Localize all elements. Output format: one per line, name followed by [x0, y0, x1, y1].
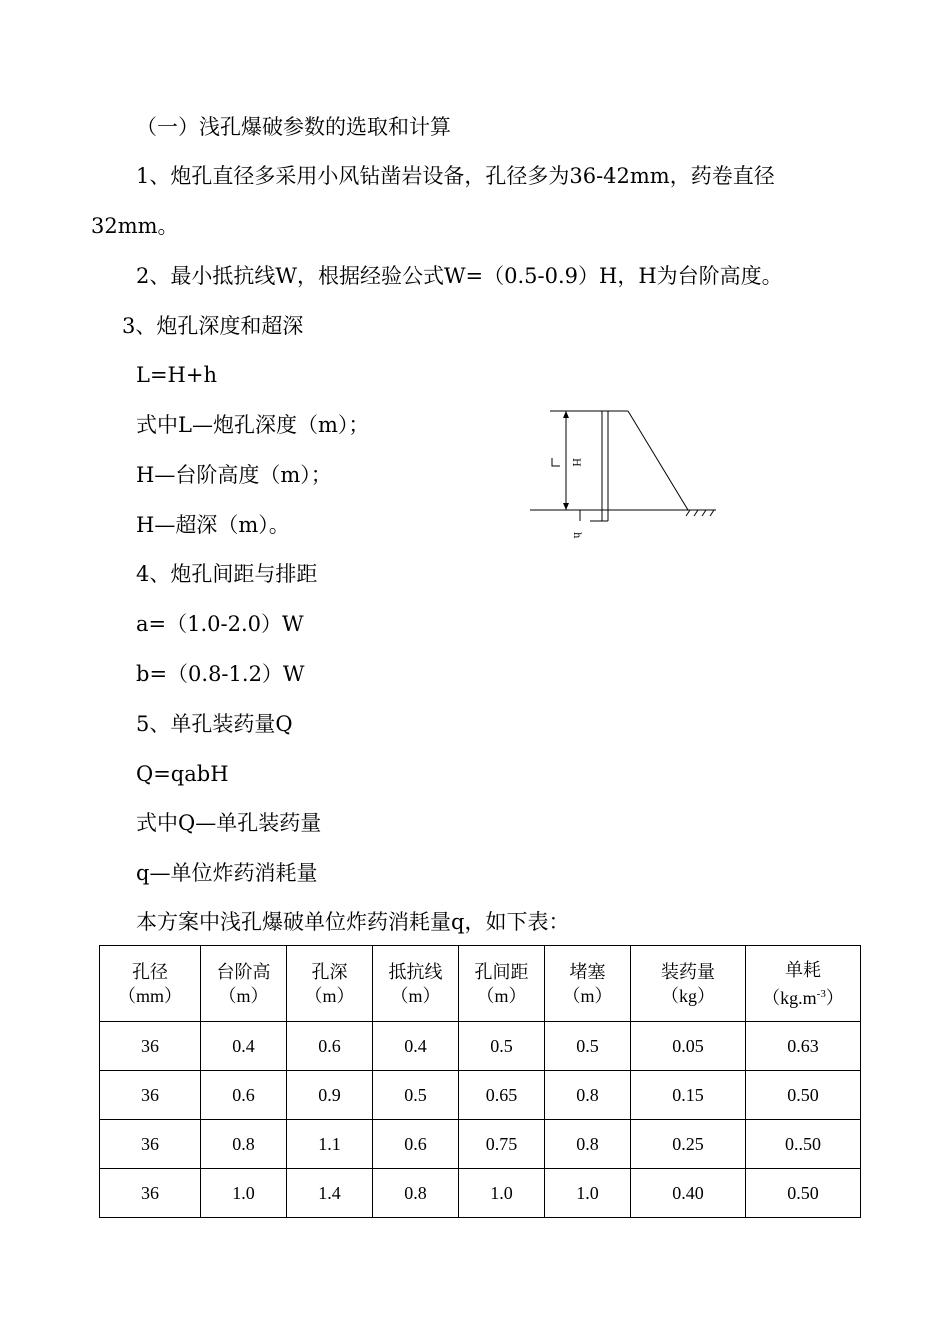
- cell-hole-spacing: 1.0: [459, 1169, 545, 1218]
- cell-hole-spacing: 0.75: [459, 1120, 545, 1169]
- cell-unit-consumption: 0.63: [746, 1022, 861, 1071]
- ground-hatch-4: [710, 510, 714, 516]
- cell-hole-depth: 1.4: [287, 1169, 373, 1218]
- cell-bench-height: 0.4: [201, 1022, 287, 1071]
- formula-definition-h: H—超深（m）。: [136, 513, 290, 537]
- cell-hole-diameter: 36: [100, 1071, 201, 1120]
- paragraph-1: 1、炮孔直径多采用小风钻凿岩设备，孔径多为36-42mm，药卷直径: [136, 164, 775, 188]
- arrow-H-bottom: [563, 503, 569, 510]
- cell-burden: 0.8: [373, 1169, 459, 1218]
- cell-hole-diameter: 36: [100, 1169, 201, 1218]
- formula-charge: Q=qabH: [136, 762, 229, 786]
- header-charge-amount: 装药量 （kg）: [631, 946, 746, 1022]
- formula-row-spacing: b=（0.8-1.2）W: [136, 662, 305, 686]
- label-h: h: [571, 532, 582, 539]
- cell-hole-diameter: 36: [100, 1022, 201, 1071]
- cell-unit-consumption: 0.50: [746, 1071, 861, 1120]
- paragraph-4: 4、炮孔间距与排距: [136, 562, 318, 586]
- table-row: [100, 1071, 861, 1120]
- cell-hole-depth: 0.6: [287, 1022, 373, 1071]
- cell-bench-height: 0.8: [201, 1120, 287, 1169]
- formula-definition-H: H—台阶高度（m）；: [136, 463, 332, 487]
- cell-hole-spacing: 0.65: [459, 1071, 545, 1120]
- paragraph-3: 3、炮孔深度和超深: [122, 314, 304, 338]
- cell-burden: 0.4: [373, 1022, 459, 1071]
- header-hole-diameter: 孔径 （mm）: [100, 946, 201, 1022]
- ground-hatch-1: [686, 510, 690, 516]
- paragraph-5: 5、单孔装药量Q: [136, 712, 293, 736]
- section-title: （一）浅孔爆破参数的选取和计算: [136, 115, 451, 139]
- cell-stemming: 1.0: [545, 1169, 631, 1218]
- ground-hatch-3: [702, 510, 706, 516]
- cell-charge-amount: 0.25: [631, 1120, 746, 1169]
- header-stemming: 堵塞 （m）: [545, 946, 631, 1022]
- arrow-H-top: [563, 411, 569, 418]
- paragraph-1-continued: 32mm。: [91, 214, 179, 238]
- formula-definition-q-total: 式中Q—单孔装药量: [136, 811, 322, 835]
- cell-bench-height: 1.0: [201, 1169, 287, 1218]
- formula-hole-depth: L=H+h: [136, 363, 217, 387]
- table-row: [100, 1022, 861, 1071]
- formula-definition-l: 式中L—炮孔深度（m）；: [136, 413, 370, 437]
- table-row: [100, 1120, 861, 1169]
- bench-blasting-diagram: [520, 400, 730, 545]
- cell-charge-amount: 0.40: [631, 1169, 746, 1218]
- table-header-row: [100, 946, 861, 1022]
- header-unit-consumption: 单耗 $(kg.m^{-3})$: [746, 946, 861, 1022]
- cell-stemming: 0.8: [545, 1120, 631, 1169]
- cell-hole-spacing: 0.5: [459, 1022, 545, 1071]
- blasting-parameter-table: [99, 945, 861, 1218]
- cell-hole-depth: 1.1: [287, 1120, 373, 1169]
- formula-definition-q-unit: q—单位炸药消耗量: [136, 861, 318, 885]
- cell-unit-consumption: 0.50: [746, 1169, 861, 1218]
- cell-burden: 0.6: [373, 1120, 459, 1169]
- table-row: [100, 1169, 861, 1218]
- label-H: H: [570, 458, 581, 467]
- cell-charge-amount: 0.15: [631, 1071, 746, 1120]
- cell-hole-depth: 0.9: [287, 1071, 373, 1120]
- cell-burden: 0.5: [373, 1071, 459, 1120]
- ground-hatch-2: [694, 510, 698, 516]
- cell-unit-consumption: 0..50: [746, 1120, 861, 1169]
- cell-bench-height: 0.6: [201, 1071, 287, 1120]
- cell-stemming: 0.8: [545, 1071, 631, 1120]
- cell-hole-diameter: 36: [100, 1120, 201, 1169]
- bench-slope: [628, 411, 688, 510]
- header-bench-height: 台阶高 （m）: [201, 946, 287, 1022]
- header-hole-depth: 孔深 （m）: [287, 946, 373, 1022]
- axis-marker: [552, 458, 560, 466]
- header-hole-spacing: 孔间距 （m）: [459, 946, 545, 1022]
- header-burden: 抵抗线 （m）: [373, 946, 459, 1022]
- cell-stemming: 0.5: [545, 1022, 631, 1071]
- table-intro: 本方案中浅孔爆破单位炸药消耗量q，如下表：: [136, 910, 570, 934]
- paragraph-2: 2、最小抵抗线W，根据经验公式W=（0.5-0.9）H，H为台阶高度。: [136, 264, 783, 288]
- formula-spacing: a=（1.0-2.0）W: [136, 612, 304, 636]
- cell-charge-amount: 0.05: [631, 1022, 746, 1071]
